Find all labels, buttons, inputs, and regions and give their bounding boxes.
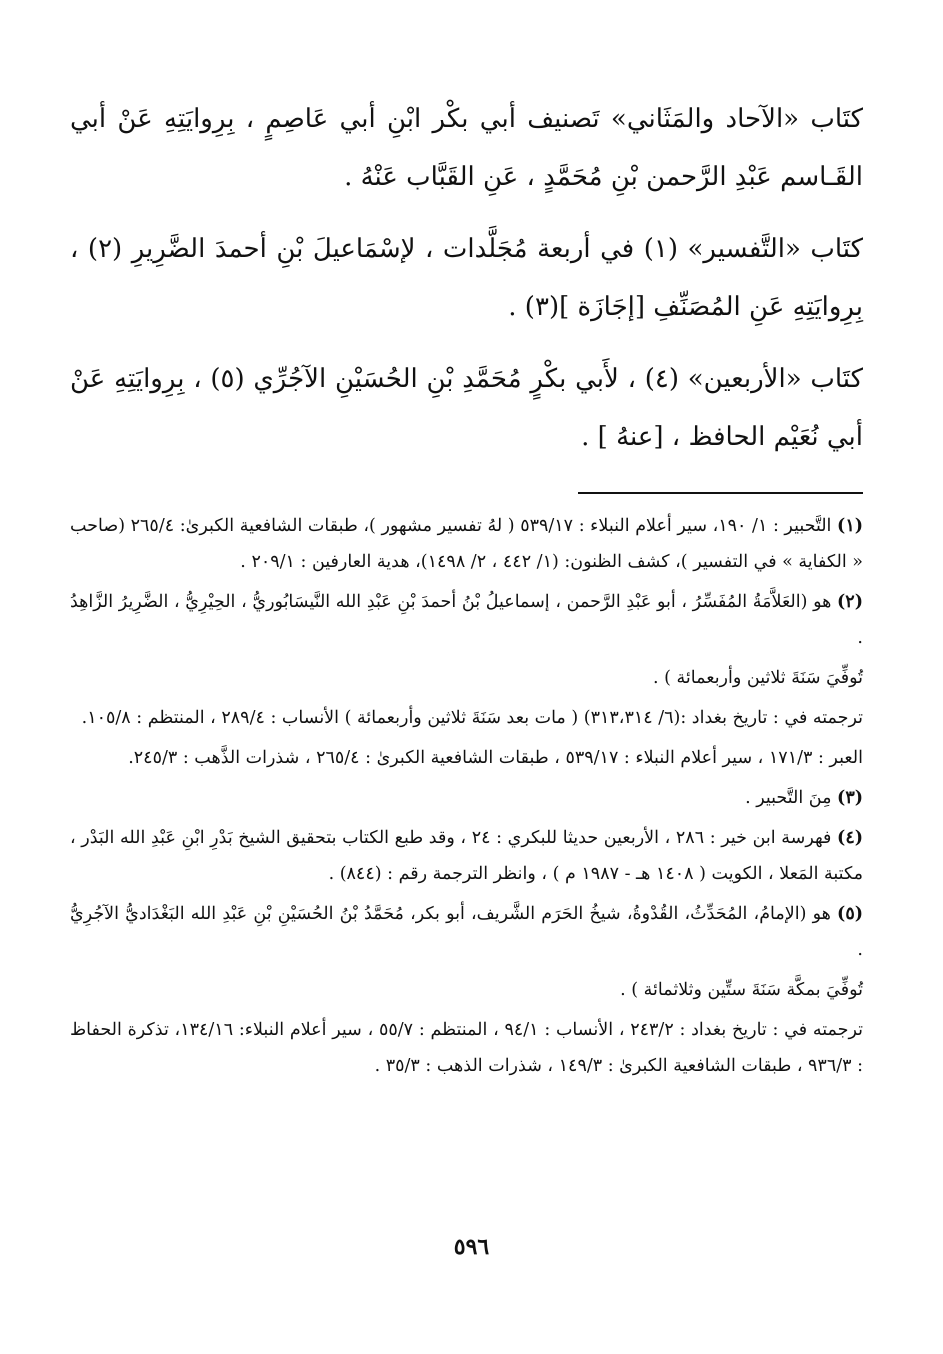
footnote-3 [70,780,863,816]
footnote-text: هو (الإمامُ، المُحَدِّثُ، القُدْوةُ، شيخُ الحَرَم الشَّريف، أبو بكر، مُحَمَّدُ بْنُ الحُسَيْنِ بْنِ عَبْدِ الله البَغْدَاديُّ الآجُرِيُّ . [70,904,863,960]
footnote-number: (٥) [837,904,863,924]
footnote-text: التَّحبير : ١/ ١٩٠، سير أعلام النبلاء : ٥٣٩/١٧ ( لهُ تفسير مشهور )، طبقات الشافعية الكبرىٰ: ٢٦٥/٤ (صاحب « الكفاية » في التفسير )، كشف الظنون: (١/ ٤٤٢ ، ٢/ ١٤٩٨)، هدية العارفين : ٢٠٩/١ . [70,516,863,572]
footnote-text: ترجمته في : تاريخ بغداد : ٢٤٣/٢ ، الأنساب : ٩٤/١ ، المنتظم : ٥٥/٧ ، سير أعلام النبلاء: ١٣٤/١٦، تذكرة الحفاظ : ٩٣٦/٣ ، طبقات الشافعية الكبرىٰ : ١٤٩/٣ ، شذرات الذهب : ٣٥/٣ . [70,1020,863,1076]
footnote-2-sources-a [70,700,863,736]
footnote-text: العبر : ١٧١/٣ ، سير أعلام النبلاء : ٥٣٩/١٧ ، طبقات الشافعية الكبرىٰ : ٢٦٥/٤ ، شذرات الذَّهب : ٢٤٥/٣. [128,748,863,768]
footnote-text: فهرسة ابن خير : ٢٨٦ ، الأربعين حديثا للبكري : ٢٤ ، وقد طبع الكتاب بتحقيق الشيخ بَدْرِ ابْنِ عَبْدِ الله البَدْر ، مكتبة المَعلا ، الكويت ( ١٤٠٨ هـ - ١٩٨٧ م ) ، وانظر الترجمة رقم : (٨٤٤) . [70,828,863,884]
page-body [70,90,863,1088]
footnote-number: (٢) [837,592,863,612]
footnote-5-sources [70,1012,863,1084]
page-number: ٥٩٦ [453,1234,490,1260]
footnote-number: (٣) [837,788,863,808]
footnote-2-sources-b [70,740,863,776]
main-paragraph-3: كتَاب «الأربعين» (٤) ، لأَبي بكْرٍ مُحَمَّدِ بْنِ الحُسَيْنِ الآجُرِّي (٥) ، بِرِوايَتِهِ عَنْ أبي نُعَيْم الحافظ ، [عنهُ ] . [70,364,863,452]
footnote-4 [70,820,863,892]
footnote-separator [578,492,863,494]
footnote-text: ترجمته في : تاريخ بغداد :(٦/ ٣١٣،٣١٤) ( مات بعد سَنَةَ ثلاثين وأربعمائة ) الأنساب : ٢٨٩/٤ ، المنتظم : ١٠٥/٨. [81,708,863,728]
footnote-5-death [70,972,863,1008]
footnote-text: تُوفِّيَ بمكَّة سَنَةَ ستِّين وثلاثمائة ) . [620,980,863,1000]
main-paragraph-1: كتَاب «الآحاد والمَثَاني» تَصنيف أبي بكْر ابْنِ أبي عَاصِمٍ ، بِرِوايَتِهِ عَنْ أبي القَـاسم عَبْدِ الرَّحمن بْنِ مُحَمَّدٍ ، عَنِ القَبَّاب عَنْهُ . [70,104,863,192]
footnote-number: (٤) [837,828,863,848]
footnote-text: مِنَ التَّحبير . [745,788,832,808]
footnote-text: هو (العَلاَّمَةُ المُفَسِّرُ ، أبو عَبْدِ الرَّحمن ، إسماعيلُ بْنُ أحمدَ بْنِ عَبْدِ الله النَّيسَابُوريُّ ، الحِيْرِيُّ ، الضَّرِيرُ الزَّاهِدُ . [70,592,863,648]
main-paragraph-2: كتَاب «التَّفسير» (١) في أربعة مُجَلَّدات ، لإسْمَاعيلَ بْنِ أحمدَ الضَّرِيرِ (٢) ، بِرِوايَتِهِ عَنِ المُصَنِّفِ [إجَازَة ](٣) . [70,234,864,322]
footnote-1 [70,508,863,580]
footnote-text: تُوفِّيَ سَنَةَ ثلاثين وأربعمائة ) . [653,668,863,688]
footnote-5 [70,896,863,968]
footnote-number: (١) [837,516,863,536]
main-text [70,90,863,466]
footnotes [70,508,863,1084]
footnote-2-death [70,660,863,696]
footnote-2 [70,584,863,656]
